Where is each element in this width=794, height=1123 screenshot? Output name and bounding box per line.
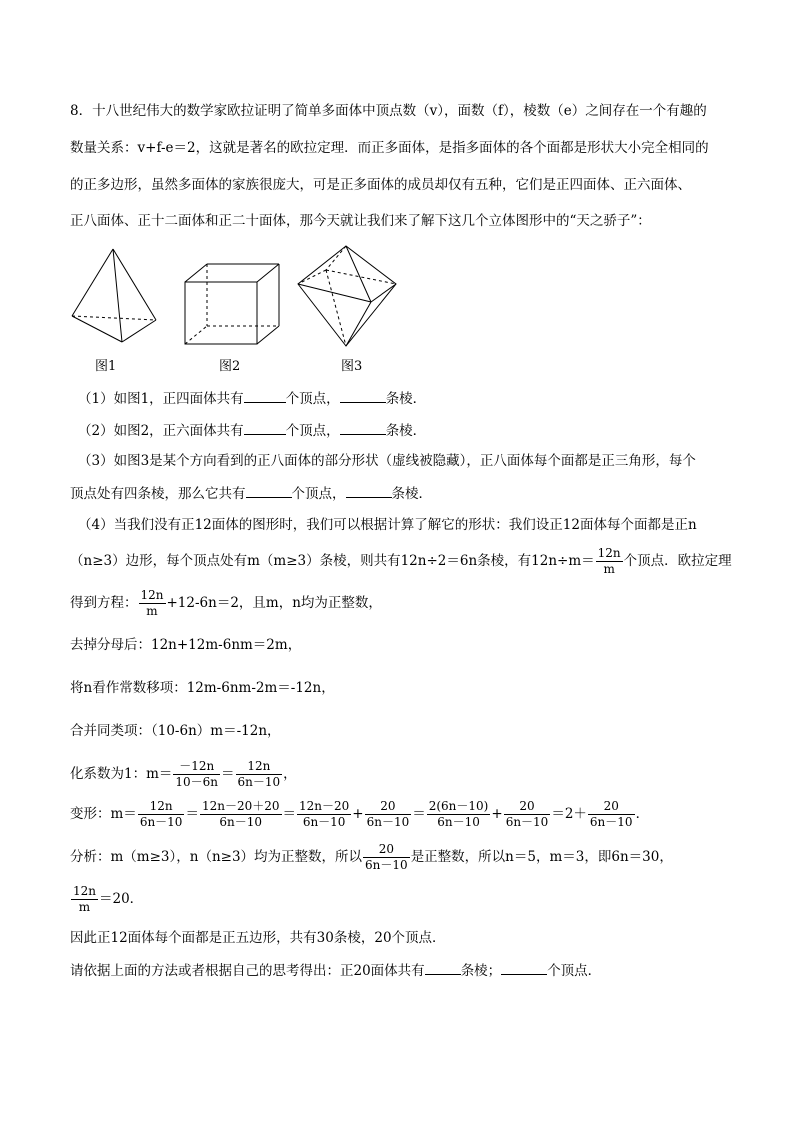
question-3-line-2: 顶点处有四条棱，那么它共有 个顶点， 条棱． — [70, 483, 432, 504]
question-2: （2）如图2，正六面体共有 个顶点， 条棱． — [78, 420, 426, 441]
question-4-line-12: 请依据上面的方法或者根据自己的思考得出：正20面体共有 条棱； 个顶点． — [70, 960, 601, 981]
problem-line-1: 8．十八世纪伟大的数学家欧拉证明了简单多面体中顶点数（v），面数（f），棱数（e）之间存在一个有趣的 — [70, 103, 707, 119]
figure-2-caption: 图2 — [219, 359, 241, 374]
problem-line-4: 正八面体、正十二面体和正二十面体，那今天就让我们来了解下这几个立体图形中的“天之骄子”： — [70, 213, 651, 229]
question-3-line-1: （3）如图3是某个方向看到的正八面体的部分形状（虚线被隐藏），正八面体每个面都是正三角形，每个 — [78, 453, 696, 469]
question-4-line-8: 变形：m＝ $\frac{12n}{6n-10}$ ＝ $\frac{12n-20+20}{6n-10}$ ＝ $\frac{12n-20}{6n-10}$ + $\frac{20}{6n-10}$ ＝ $\frac{2(6n-10)}{6n-10}$ + $\frac{20}{6n-10}$ ＝2＋ $\frac{20}{6n-10}$ ． — [70, 799, 650, 829]
fraction-step-2: $\frac{12n}{6n-10}$ — [237, 759, 281, 789]
question-4-line-7: 化系数为1：m＝ $\frac{-12n}{10-6n}$ ＝ $\frac{12n}{6n-10}$ ， — [70, 759, 297, 789]
fraction-transform-4: $\frac{20}{6n-10}$ — [366, 799, 410, 829]
fraction-analysis: $\frac{20}{6n-10}$ — [365, 842, 408, 872]
tetrahedron-figure — [68, 246, 160, 346]
answer-blank-q3-vertices[interactable] — [246, 483, 292, 498]
fraction-transform-5: $\frac{2(6n-10)}{6n-10}$ — [428, 799, 489, 829]
question-4-line-5: 将n看作常数移项：12m-6nm-2m＝-12n， — [70, 680, 335, 696]
question-4-line-9: 分析：m（m≥3），n（n≥3）均为正整数，所以 $\frac{20}{6n-10}$ 是正整数，所以n＝5，m＝3，即6n＝30， — [70, 842, 673, 872]
answer-blank-icosahedron-vertices[interactable] — [501, 960, 547, 975]
question-1: （1）如图1，正四面体共有 个顶点， 条棱． — [78, 388, 426, 409]
answer-blank-q2-edges[interactable] — [340, 420, 386, 435]
answer-blank-icosahedron-edges[interactable] — [425, 960, 461, 975]
question-4-line-4: 去掉分母后：12n+12m-6nm＝2m， — [70, 637, 302, 653]
figure-1-caption: 图1 — [95, 359, 117, 374]
figure-3-caption: 图3 — [341, 359, 363, 374]
fraction-12n-over-m: $\frac{12n}{m}$ — [597, 546, 621, 576]
question-4-line-2: （n≥3）边形，每个顶点处有m（m≥3）条棱，则共有12n÷2＝6n条棱，有12n÷m＝ $\frac{12n}{m}$ 个顶点．欧拉定理 — [70, 546, 732, 576]
fraction-12n-over-m: $\frac{12n}{m}$ — [140, 588, 164, 618]
question-4-line-6: 合并同类项：（10-6n）m＝-12n， — [70, 723, 281, 739]
answer-blank-q2-vertices[interactable] — [244, 420, 286, 435]
answer-blank-q3-edges[interactable] — [346, 483, 392, 498]
question-4-line-10: $\frac{12n}{m}$ ＝20． — [73, 884, 144, 914]
fraction-step-1: $\frac{-12n}{10-6n}$ — [175, 759, 219, 789]
question-4-line-11: 因此正12面体每个面都是正五边形，共有30条棱，20个顶点． — [70, 930, 446, 946]
question-4-line-1: （4）当我们没有正12面体的图形时，我们可以根据计算了解它的形状：我们设正12面体每个面都是正n — [78, 517, 697, 533]
answer-blank-q1-vertices[interactable] — [244, 388, 286, 403]
problem-line-3: 的正多边形，虽然多面体的家族很庞大，可是正多面体的成员却仅有五种，它们是正四面体、正六面体、 — [70, 177, 691, 193]
fraction-12n-over-m-result: $\frac{12n}{m}$ — [73, 884, 96, 914]
fraction-transform-7: $\frac{20}{6n-10}$ — [589, 799, 633, 829]
question-4-line-3: 得到方程： $\frac{12n}{m}$ +12-6n＝2，且m，n均为正整数， — [70, 588, 382, 618]
fraction-transform-2: $\frac{12n-20+20}{6n-10}$ — [201, 799, 280, 829]
problem-line-2: 数量关系：v+f-e＝2，这就是著名的欧拉定理．而正多面体，是指多面体的各个面都是形状大小完全相同的 — [70, 140, 709, 156]
fraction-transform-3: $\frac{12n-20}{6n-10}$ — [299, 799, 350, 829]
fraction-transform-1: $\frac{12n}{6n-10}$ — [139, 799, 183, 829]
octahedron-figure — [296, 244, 401, 348]
cube-figure — [183, 262, 283, 346]
fraction-transform-6: $\frac{20}{6n-10}$ — [505, 799, 549, 829]
answer-blank-q1-edges[interactable] — [340, 388, 386, 403]
